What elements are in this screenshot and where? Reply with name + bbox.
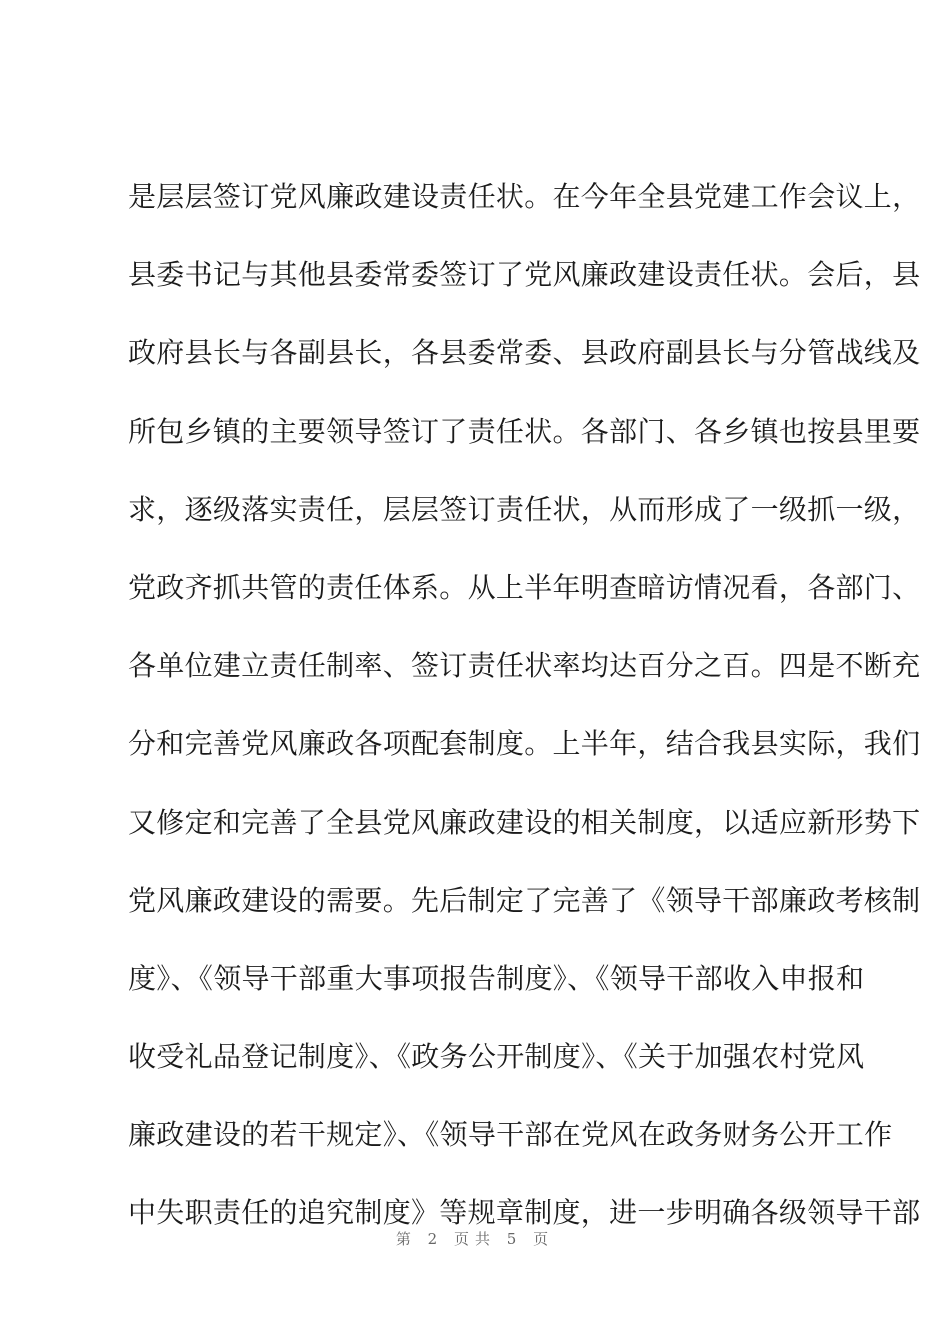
text-line: 收受礼品登记制度》、《政务公开制度》、《关于加强农村党风 bbox=[128, 1040, 865, 1074]
text-line: 县委书记与其他县委常委签订了党风廉政建设责任状。会后，县 bbox=[128, 258, 921, 292]
text-line: 又修定和完善了全县党风廉政建设的相关制度，以适应新形势下 bbox=[128, 805, 921, 839]
text-line: 度》、《领导干部重大事项报告制度》、《领导干部收入申报和 bbox=[128, 961, 865, 995]
text-line: 求，逐级落实责任，层层签订责任状，从而形成了一级抓一级， bbox=[128, 492, 921, 526]
text-line: 廉政建设的若干规定》、《领导干部在党风在政务财务公开工作 bbox=[128, 1118, 893, 1152]
text-line: 党风廉政建设的需要。先后制定了完善了《领导干部廉政考核制 bbox=[128, 883, 921, 917]
text-line: 分和完善党风廉政各项配套制度。上半年，结合我县实际，我们 bbox=[128, 727, 921, 761]
text-line: 各单位建立责任制率、签订责任状率均达百分之百。四是不断充 bbox=[128, 649, 921, 683]
text-line: 政府县长与各副县长，各县委常委、县政府副县长与分管战线及 bbox=[128, 336, 921, 370]
text-line: 是层层签订党风廉政建设责任状。在今年全县党建工作会议上， bbox=[128, 180, 921, 213]
body-text bbox=[128, 172, 921, 1267]
text-line: 中失职责任的追究制度》等规章制度，进一步明确各级领导干部 bbox=[128, 1196, 921, 1230]
text-line: 党政齐抓共管的责任体系。从上半年明查暗访情况看，各部门、 bbox=[128, 570, 921, 604]
text-line: 所包乡镇的主要领导签订了责任状。各部门、各乡镇也按县里要 bbox=[128, 414, 921, 448]
page-number-footer: 第 2 页共 5 页 bbox=[395, 1230, 555, 1248]
